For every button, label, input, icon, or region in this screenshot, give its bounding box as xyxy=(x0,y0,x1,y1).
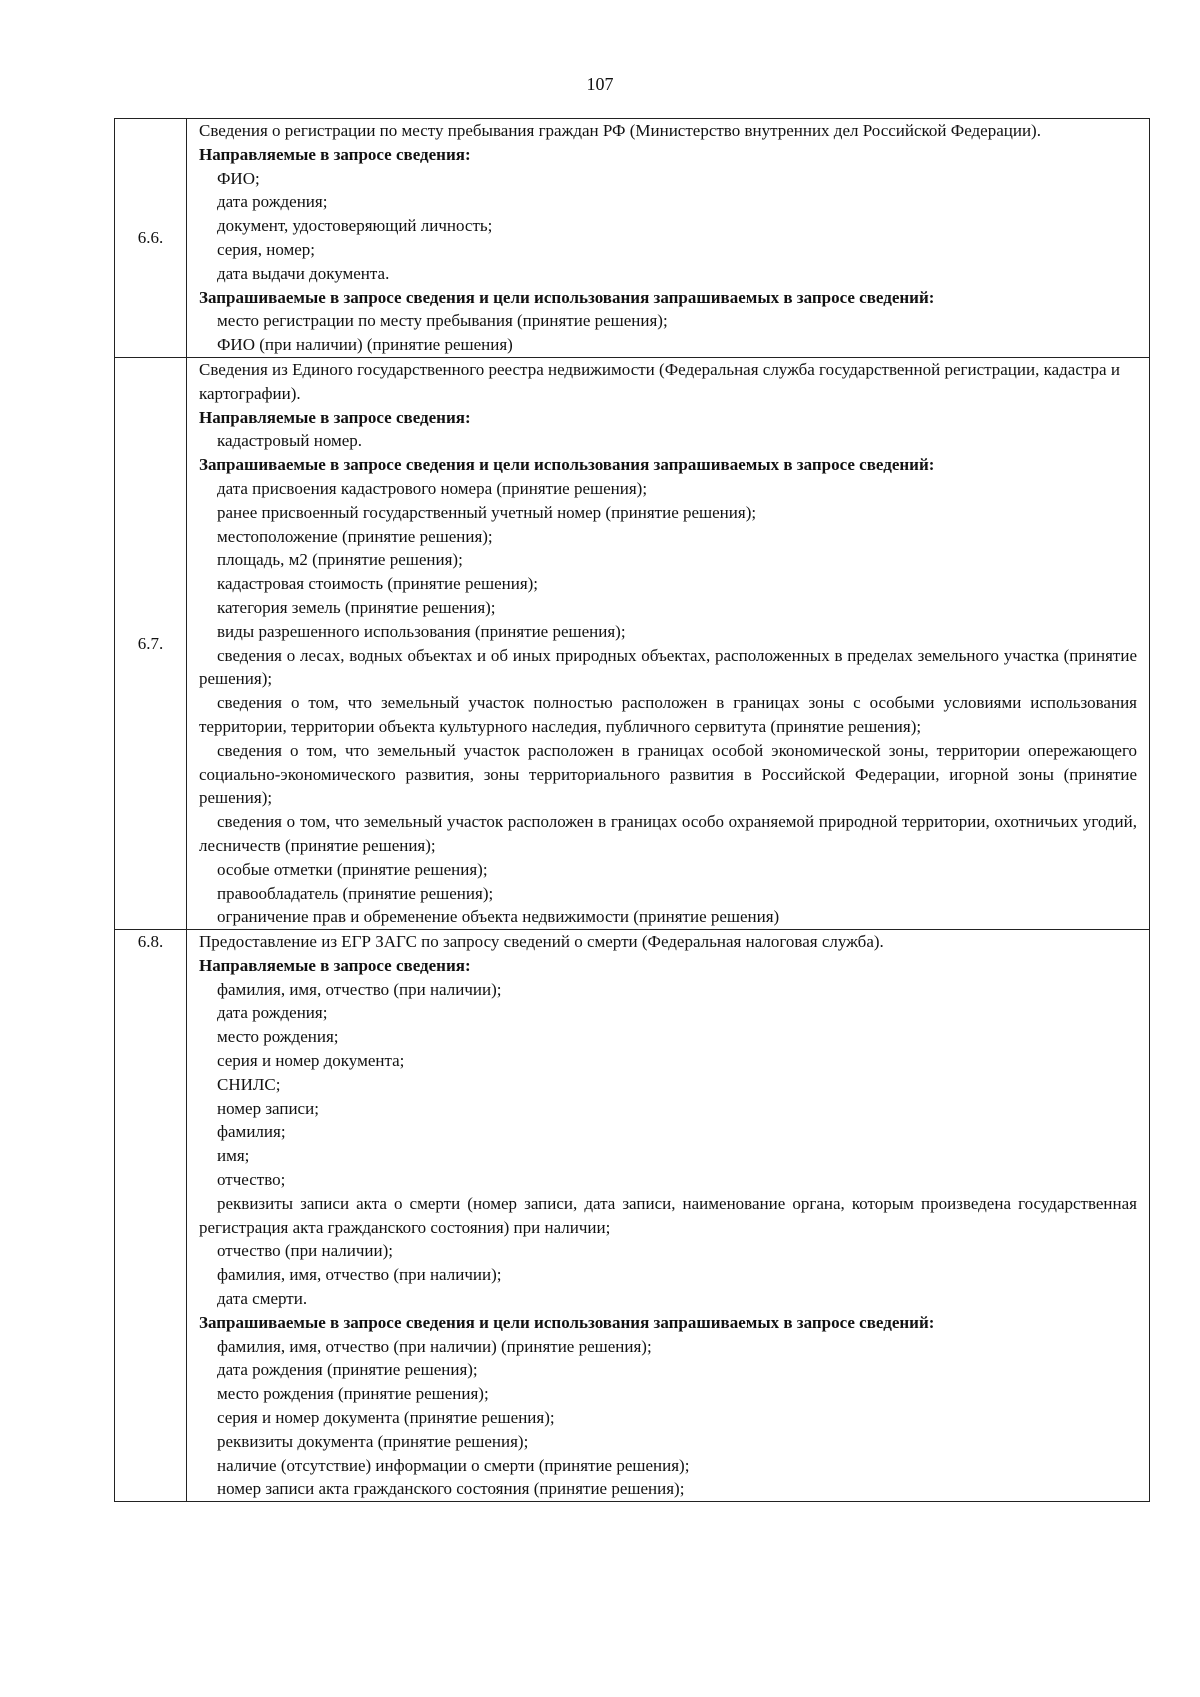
list-item: кадастровая стоимость (принятие решения); xyxy=(217,574,539,594)
list-item: серия, номер; xyxy=(217,239,316,259)
list-item: реквизиты записи акта о смерти (номер записи, дата записи, наименование органа, которым произведена государственная регистрация акта гражданского состояния) при наличии; xyxy=(199,1193,1137,1237)
row-content xyxy=(187,357,1150,929)
list-item: ФИО; xyxy=(217,168,260,188)
table-row xyxy=(115,357,1150,929)
list-item: наличие (отсутствие) информации о смерти (принятие решения); xyxy=(217,1455,690,1475)
list-item: категория земель (принятие решения); xyxy=(217,597,496,617)
list-item: фамилия, имя, отчество (при наличии); xyxy=(217,979,502,999)
list-item: дата выдачи документа. xyxy=(217,263,390,283)
requested-heading: Запрашиваемые в запросе сведения и цели использования запрашиваемых в запросе сведений: xyxy=(199,1312,935,1332)
row-title: Сведения о регистрации по месту пребывания граждан РФ (Министерство внутренних дел Российской Федерации). xyxy=(199,121,1041,140)
list-item: отчество (при наличии); xyxy=(217,1241,393,1261)
list-item: виды разрешенного использования (принятие решения); xyxy=(217,621,626,641)
list-item: документ, удостоверяющий личность; xyxy=(217,216,493,236)
list-item: серия и номер документа (принятие решения); xyxy=(217,1408,555,1428)
row-number: 6.6. xyxy=(115,119,187,358)
table-row xyxy=(115,930,1150,1502)
list-item: реквизиты документа (принятие решения); xyxy=(217,1431,529,1451)
list-item: дата рождения; xyxy=(217,192,328,212)
list-item: площадь, м2 (принятие решения); xyxy=(217,550,463,570)
sent-heading: Направляемые в запросе сведения: xyxy=(199,144,471,164)
table-row xyxy=(115,119,1150,358)
sent-heading: Направляемые в запросе сведения: xyxy=(199,407,471,427)
list-item: сведения о том, что земельный участок расположен в границах особой экономической зоны, территории опережающего социально-экономического развития, зоны территориального развития в Российской Федерации, игорной зоны (принятие решения); xyxy=(199,740,1137,808)
list-item: особые отметки (принятие решения); xyxy=(217,859,488,879)
list-item: сведения о том, что земельный участок расположен в границах особо охраняемой природной территории, охотничьих угодий, лесничеств (принятие решения); xyxy=(199,812,1137,855)
row-content xyxy=(187,930,1150,1502)
list-item: кадастровый номер. xyxy=(217,431,363,451)
requested-heading: Запрашиваемые в запросе сведения и цели использования запрашиваемых в запросе сведений: xyxy=(199,455,935,475)
list-item: фамилия; xyxy=(217,1122,286,1142)
list-item: местоположение (принятие решения); xyxy=(217,526,493,546)
list-item: ранее присвоенный государственный учетный номер (принятие решения); xyxy=(217,502,757,522)
list-item: фамилия, имя, отчество (при наличии); xyxy=(217,1265,502,1285)
sent-heading: Направляемые в запросе сведения: xyxy=(199,955,471,975)
list-item: дата рождения (принятие решения); xyxy=(217,1360,478,1380)
row-number: 6.8. xyxy=(115,930,187,1502)
list-item: место регистрации по месту пребывания (принятие решения); xyxy=(217,311,668,331)
document-table xyxy=(114,118,1150,1502)
row-content xyxy=(187,119,1150,358)
list-item: дата смерти. xyxy=(217,1289,308,1309)
list-item: правообладатель (принятие решения); xyxy=(217,883,494,903)
list-item: место рождения (принятие решения); xyxy=(217,1384,489,1404)
row-number: 6.7. xyxy=(115,357,187,929)
list-item: номер записи; xyxy=(217,1098,319,1118)
row-title: Предоставление из ЕГР ЗАГС по запросу сведений о смерти (Федеральная налоговая служба). xyxy=(199,932,884,952)
page-number: 107 xyxy=(586,74,614,94)
list-item: имя; xyxy=(217,1146,250,1166)
list-item: дата присвоения кадастрового номера (принятие решения); xyxy=(217,478,648,498)
list-item: серия и номер документа; xyxy=(217,1051,405,1071)
list-item: место рождения; xyxy=(217,1027,339,1047)
list-item: ФИО (при наличии) (принятие решения) xyxy=(217,335,513,355)
list-item: фамилия, имя, отчество (при наличии) (принятие решения); xyxy=(217,1336,652,1356)
list-item: сведения о лесах, водных объектах и об иных природных объектах, расположенных в пределах земельного участка (принятие решения); xyxy=(199,645,1137,689)
requested-heading: Запрашиваемые в запросе сведения и цели использования запрашиваемых в запросе сведений: xyxy=(199,287,935,307)
list-item: дата рождения; xyxy=(217,1003,328,1023)
list-item: ограничение прав и обременение объекта недвижимости (принятие решения) xyxy=(217,907,780,927)
list-item: сведения о том, что земельный участок полностью расположен в границах зоны с особыми условиями использования территории, территории объекта культурного наследия, публичного сервитута (принятие решения); xyxy=(199,693,1137,736)
list-item: СНИЛС; xyxy=(217,1074,281,1094)
row-title: Сведения из Единого государственного реестра недвижимости (Федеральная служба государственной регистрации, кадастра и картографии). xyxy=(199,359,1120,403)
list-item: номер записи акта гражданского состояния (принятие решения); xyxy=(217,1479,685,1499)
list-item: отчество; xyxy=(217,1170,286,1190)
